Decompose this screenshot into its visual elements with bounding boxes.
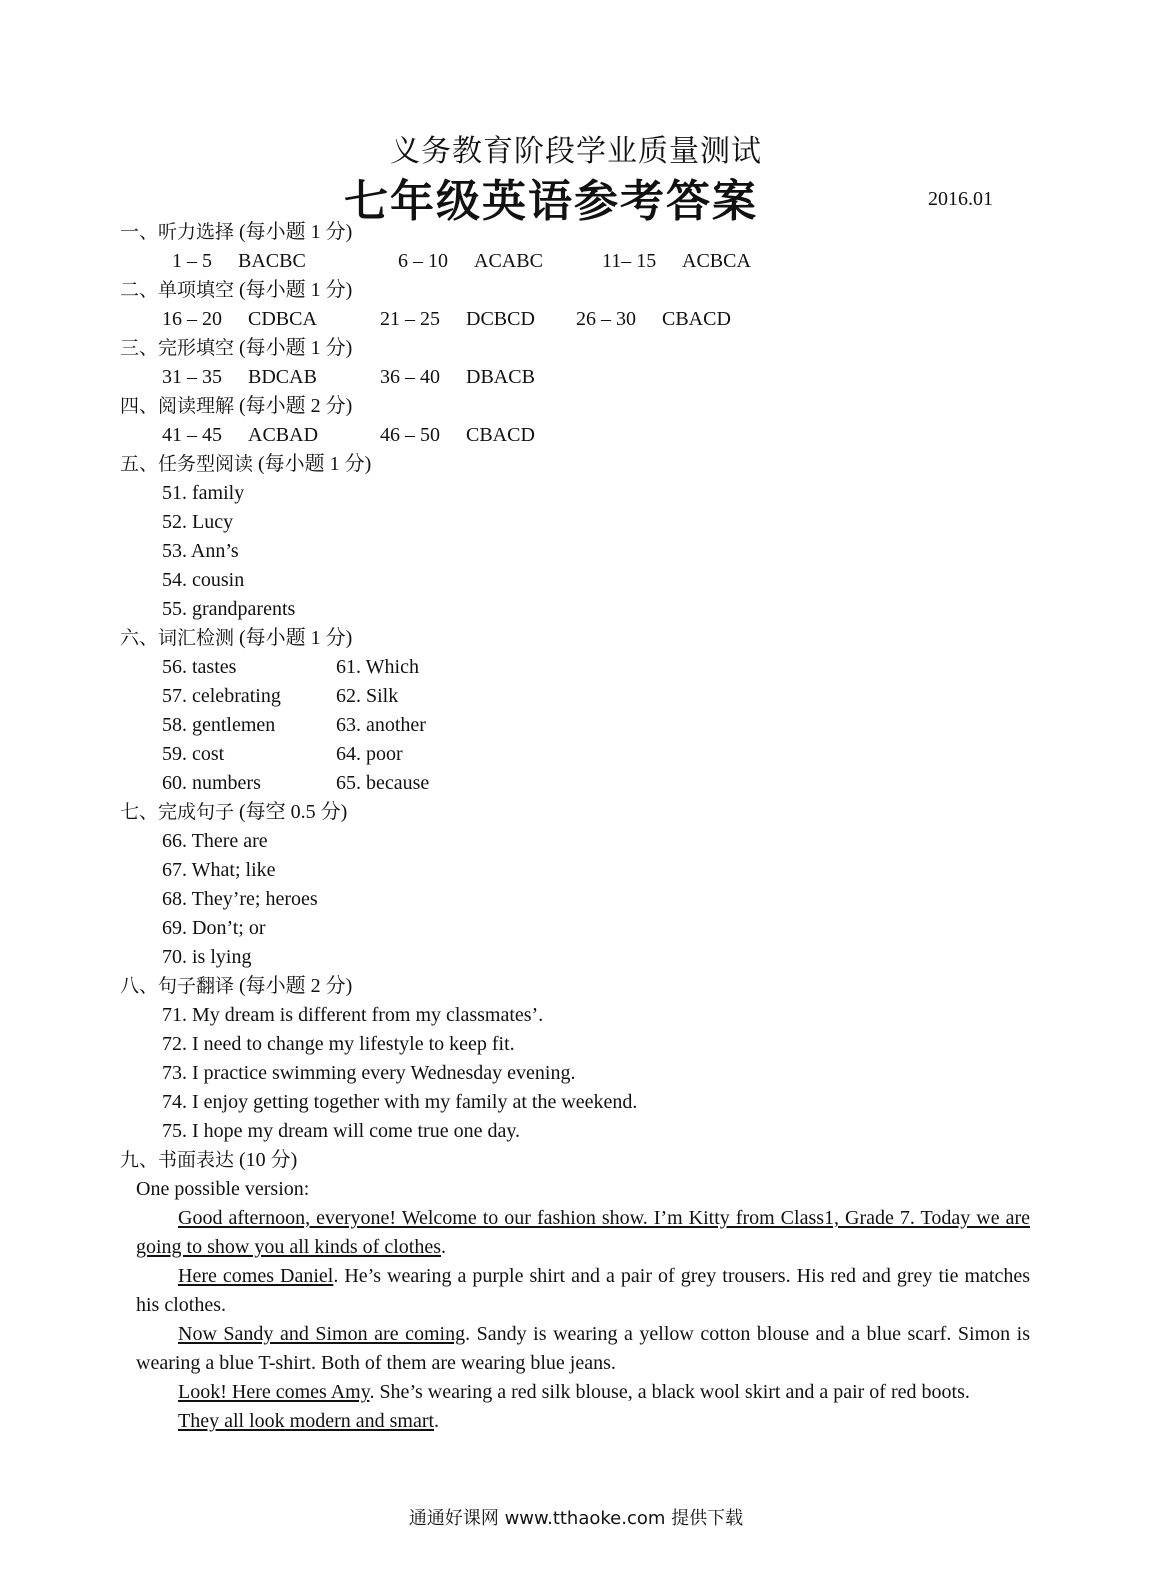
list-item: 56. tastes 61. Which xyxy=(162,656,419,678)
title-line1: 义务教育阶段学业质量测试 xyxy=(390,134,762,169)
essay-paragraph: Good afternoon, everyone! Welcome to our fashion show. I’m Kitty from Class1, Grade 7. Today we are going to show you all kinds of clothes. xyxy=(136,1207,1030,1258)
list-item: 75. I hope my dream will come true one day. xyxy=(162,1120,521,1142)
title-line2: 七年级英语参考答案 xyxy=(344,176,758,227)
essay-paragraph: Look! Here comes Amy. She’s wearing a red silk blouse, a black wool skirt and a pair of red boots. xyxy=(178,1381,970,1403)
date: 2016.01 xyxy=(928,188,993,210)
section-9-heading: 九、书面表达 (10 分) xyxy=(120,1149,298,1171)
list-item: 73. I practice swimming every Wednesday evening. xyxy=(162,1062,576,1084)
section-1-answers: 1 – 5 BACBC 6 – 10 ACABC 11– 15 ACBCA xyxy=(172,250,751,272)
essay-paragraph: Now Sandy and Simon are coming. Sandy is wearing a yellow cotton blouse and a blue scarf. Simon is wearing a blue T-shirt. Both of them are wearing blue jeans. xyxy=(136,1323,1030,1374)
section-4-heading: 四、阅读理解 (每小题 2 分) xyxy=(120,395,353,417)
answer-content xyxy=(120,218,1040,1436)
list-item: 74. I enjoy getting together with my family at the weekend. xyxy=(162,1091,638,1113)
list-item: 67. What; like xyxy=(162,859,276,881)
list-item: 68. They’re; heroes xyxy=(162,888,318,910)
section-2-answers: 16 – 20 CDBCA 21 – 25 DCBCD 26 – 30 CBACD xyxy=(162,308,731,330)
section-3-answers: 31 – 35 BDCAB 36 – 40 DBACB xyxy=(162,366,535,388)
section-5-heading: 五、任务型阅读 (每小题 1 分) xyxy=(120,453,372,475)
section-7-heading: 七、完成句子 (每空 0.5 分) xyxy=(120,801,348,823)
list-item: 59. cost 64. poor xyxy=(162,743,403,765)
footer: 通通好课网 www.tthaoke.com 提供下载 xyxy=(408,1508,744,1529)
essay-paragraph: Here comes Daniel. He’s wearing a purple shirt and a pair of grey trousers. His red and grey tie matches his clothes. xyxy=(136,1265,1031,1316)
list-item: 57. celebrating 62. Silk xyxy=(162,685,399,707)
list-item: 51. family xyxy=(162,482,245,504)
list-item: 71. My dream is different from my classmates’. xyxy=(162,1004,544,1026)
list-item: 69. Don’t; or xyxy=(162,917,266,939)
list-item: 54. cousin xyxy=(162,569,245,591)
essay-paragraph: They all look modern and smart. xyxy=(178,1410,440,1432)
list-item: 60. numbers 65. because xyxy=(162,772,430,794)
section-3-heading: 三、完形填空 (每小题 1 分) xyxy=(120,337,353,359)
section-1-heading: 一、听力选择 (每小题 1 分) xyxy=(120,221,353,243)
list-item: 70. is lying xyxy=(162,946,252,968)
list-item: 53. Ann’s xyxy=(162,540,239,562)
list-item: 55. grandparents xyxy=(162,598,296,620)
list-item: 58. gentlemen 63. another xyxy=(162,714,426,736)
section-6-heading: 六、词汇检测 (每小题 1 分) xyxy=(120,627,353,649)
section-8-heading: 八、句子翻译 (每小题 2 分) xyxy=(120,975,353,997)
list-item: 52. Lucy xyxy=(162,511,234,533)
section-2-heading: 二、单项填空 (每小题 1 分) xyxy=(120,279,353,301)
essay xyxy=(120,1175,1030,1436)
section-4-answers: 41 – 45 ACBAD 46 – 50 CBACD xyxy=(162,424,535,446)
essay-intro: One possible version: xyxy=(136,1178,310,1200)
list-item: 66. There are xyxy=(162,830,268,852)
list-item: 72. I need to change my lifestyle to keep fit. xyxy=(162,1033,515,1055)
